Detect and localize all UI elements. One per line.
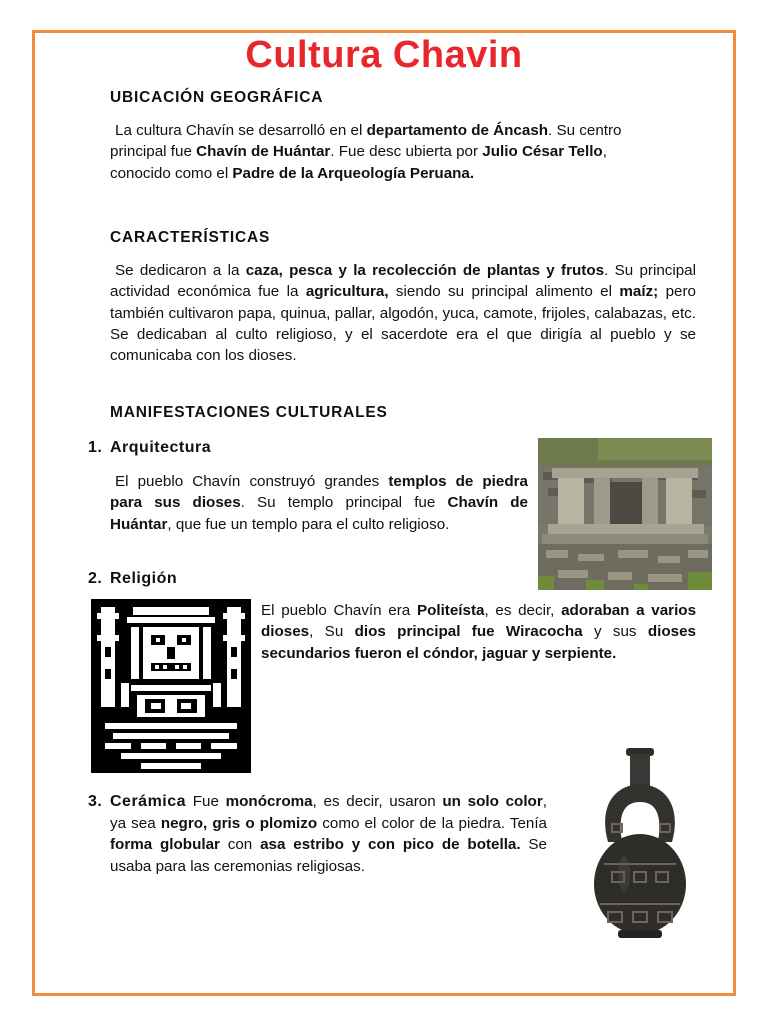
- wiracocha-deity-image: [91, 599, 251, 773]
- stirrup-spout-vessel-image: [588, 744, 692, 944]
- heading-manifestaciones: MANIFESTACIONES CULTURALES: [110, 404, 388, 421]
- temple-ruins-image: [538, 438, 712, 590]
- paragraph-ubicacion: La cultura Chavín se desarrolló en el departamento de Áncash. Su centro principal fue Chavín de Huántar. Fue desc ubierta por Julio César Tello, conocido como el Padre de la Arqueología Peruana.: [110, 122, 622, 182]
- heading-caracteristicas: CARACTERÍSTICAS: [110, 229, 271, 246]
- paragraph-caracteristicas: Se dedicaron a la caza, pesca y la recolección de plantas y frutos. Su principal actividad económica fue la agricultura, siendo su principal alimento el maíz; pero también cultivaron papa, quinua, pallar, algodón, yuca, camote, frijoles, calabazas, etc. Se dedicaban al culto religioso, y el sacerdote era el que dirigía al pueblo y se comunicaba con los dioses.: [110, 262, 697, 365]
- heading-religion: 2. Religión: [88, 570, 178, 587]
- page-title: Cultura Chavin: [245, 34, 523, 76]
- paragraph-religion: El pueblo Chavín era Politeísta, es decir, adoraban a varios dioses, Su dios principal fue Wiracocha y sus dioses secundarios fueron el cóndor, jaguar y serpiente.: [261, 602, 697, 662]
- heading-ceramica: Cerámica: [110, 793, 187, 810]
- ceramica-number: 3.: [88, 793, 103, 810]
- heading-arquitectura: 1. Arquitectura: [88, 439, 212, 456]
- paragraph-ceramica: 3. Cerámica Fue monócroma, es decir, usaron un solo color, ya sea negro, gris o plomizo como el color de la piedra. Tenía forma globular con asa estribo y con pico de botella. Se usaba para las ceremonias religiosas.: [88, 793, 548, 875]
- paragraph-arquitectura: El pueblo Chavín construyó grandes templos de piedra para sus dioses. Su templo principal fue Chavín de Huántar, que fue un templo para el culto religioso.: [110, 473, 528, 533]
- heading-ubicacion: UBICACIÓN GEOGRÁFICA: [110, 89, 324, 106]
